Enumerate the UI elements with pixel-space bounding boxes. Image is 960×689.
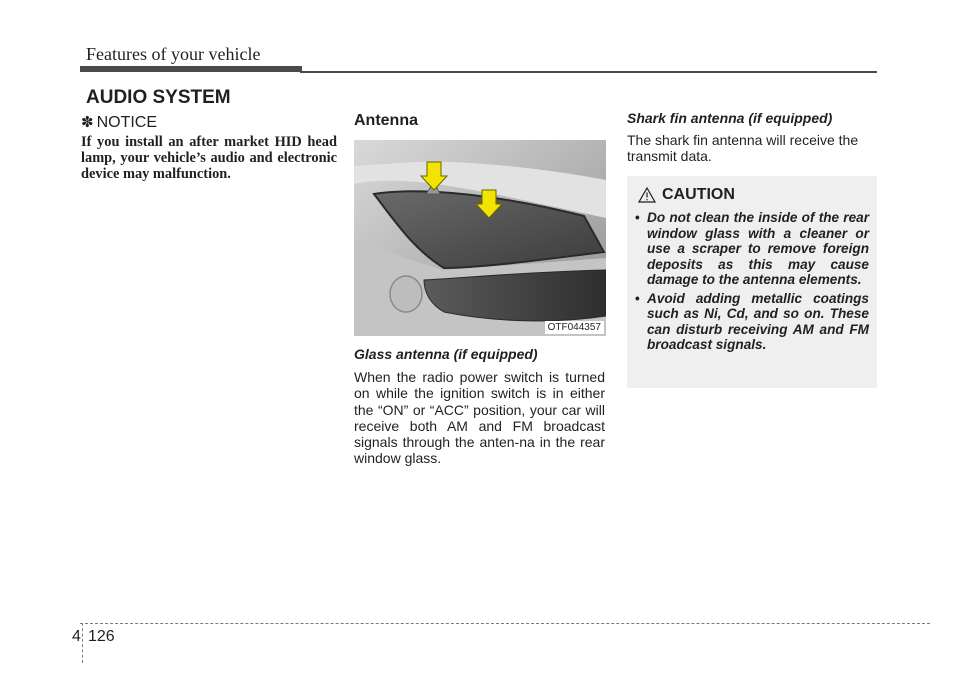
caution-box xyxy=(627,176,877,388)
header-rule-thick xyxy=(80,66,302,72)
notice-star-icon: ✽ xyxy=(81,114,94,131)
section-title: AUDIO SYSTEM xyxy=(86,87,231,108)
header-rule-thin xyxy=(300,71,877,73)
page-number: 126 xyxy=(88,628,115,645)
caution-item xyxy=(635,210,869,288)
notice-heading-label: NOTICE xyxy=(96,114,158,131)
antenna-heading: Antenna xyxy=(354,112,418,129)
image-code-label: OTF044357 xyxy=(545,321,604,334)
glass-antenna-text: When the radio power switch is turned on while the ignition switch is in either the “ON” or “ACC” position, your car will receive both AM and FM broadcast signals through the anten-na in the rear window glass. xyxy=(354,369,605,467)
rear-window-antenna-photo xyxy=(354,140,606,336)
bullet-icon: • xyxy=(635,290,640,306)
caution-item-text: Do not clean the inside of the rear window glass with a cleaner or use a scraper to remove foreign deposits as this may cause damage to the antenna elements. xyxy=(647,210,869,287)
caution-list xyxy=(635,210,869,356)
caution-item-text: Avoid adding metallic coatings such as Ni, Cd, and so on. These can disturb receiving AM and FM broadcast signals. xyxy=(647,290,869,352)
page-header-title: Features of your vehicle xyxy=(86,44,261,64)
car-rear-illustration xyxy=(354,140,606,336)
warning-triangle-icon xyxy=(638,187,656,203)
notice-text: If you install an after market HID head lamp, your vehicle’s audio and electronic device may malfunction. xyxy=(81,134,337,182)
caution-title: CAUTION xyxy=(662,186,735,203)
notice-heading xyxy=(81,113,157,132)
glass-antenna-heading: Glass antenna (if equipped) xyxy=(354,346,538,362)
shark-fin-antenna-text: The shark fin antenna will receive the transmit data. xyxy=(627,132,859,165)
footer-rule xyxy=(80,623,930,624)
footer-divider xyxy=(82,623,83,663)
bullet-icon: • xyxy=(635,210,640,225)
caution-item xyxy=(635,291,869,353)
shark-fin-antenna-heading: Shark fin antenna (if equipped) xyxy=(627,110,833,126)
chapter-number: 4 xyxy=(72,628,81,645)
